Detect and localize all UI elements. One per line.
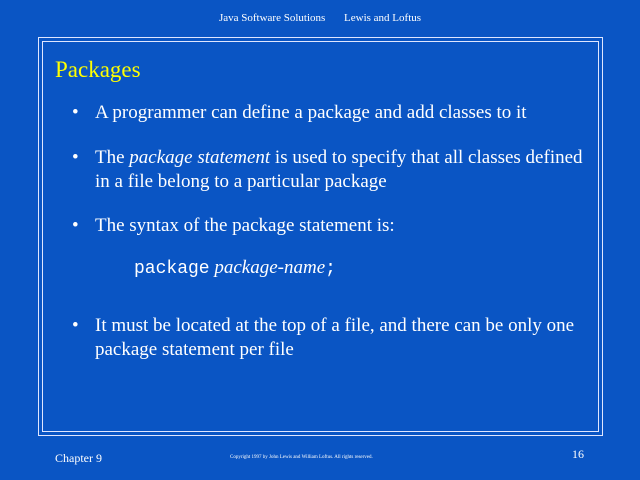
header	[0, 12, 640, 24]
bullet-text: A programmer can define a package and add classes to it	[95, 102, 527, 123]
code-keyword: package	[134, 259, 210, 279]
bullet-text-post: is used to specify that all classes defined in a file belong to a particular package	[95, 147, 583, 192]
bullet-text-pre: The	[95, 147, 130, 168]
code-package-name: package-name	[214, 257, 326, 278]
bullet-dot: •	[72, 315, 79, 336]
slide-title: Packages	[55, 57, 141, 82]
book-title: Java Software Solutions	[218, 12, 326, 24]
bullet-text: The syntax of the package statement is:	[95, 215, 395, 236]
bullet-dot: •	[72, 147, 79, 168]
footer-chapter: Chapter 9	[55, 451, 102, 465]
page-number: 16	[572, 447, 584, 461]
bullet-text: It must be located at the top of a file, and there can be only one package statement per file	[95, 315, 575, 360]
code-terminator: ;	[325, 259, 336, 279]
authors: Lewis and Loftus	[344, 12, 422, 24]
bullet-item	[72, 146, 590, 194]
footer-copyright: Copyright 1997 by John Lewis and William Loftus. All rights reserved.	[230, 455, 373, 460]
bullet-item	[72, 101, 590, 125]
bullet-item	[72, 314, 590, 362]
bullet-dot: •	[72, 215, 79, 236]
bullet-dot: •	[72, 102, 79, 123]
bullet-text-emphasis: package statement	[129, 147, 271, 168]
code-syntax	[134, 257, 336, 279]
bullet-text	[95, 146, 590, 194]
bullet-item	[72, 214, 590, 238]
